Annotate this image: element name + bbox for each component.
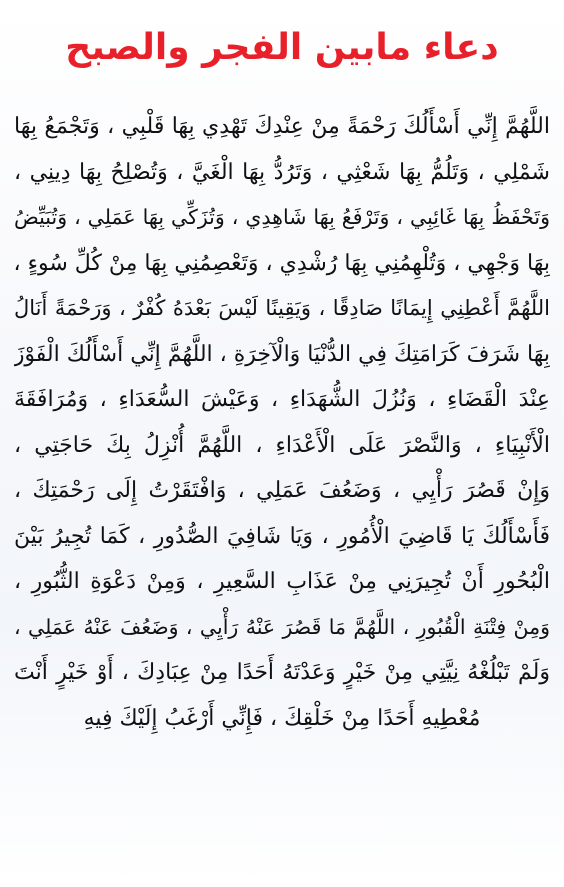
dua-line: بِهَا وَجْهِي ، وَتُلْهِمُنِي بِهَا رُشْدِي ، وَتَعْصِمُنِي بِهَا مِنْ كُلِّ سُوءٍ ، [14, 250, 550, 276]
page-title: دعاء مابين الفجر والصبح [65, 27, 499, 68]
dua-line: وَلَمْ تَبْلُغْهُ نِيَّتِي مِنْ خَيْرٍ وَعَدْتَهُ أَحَدًا مِنْ عِبَادِكَ ، أَوْ خَيْرٍ أَنْتَ [14, 660, 550, 685]
dua-line: شَمْلِي ، وَتَلُمُّ بِهَا شَعْثِي ، وَتَرُدُّ بِهَا الْغَيَّ ، وَتُصْلِحُ بِهَا دِينِي ، [14, 159, 550, 185]
dua-line: اللَّهُمَّ إِنِّي أَسْأَلُكَ رَحْمَةً مِنْ عِنْدِكَ تَهْدِي بِهَا قَلْبِي ، وَتَجْمَعُ بِهَا [14, 114, 550, 139]
dua-line: عِنْدَ الْقَضَاءِ ، وَنُزُلَ الشُّهَدَاءِ ، وَعَيْشَ السُّعَدَاءِ ، وَمُرَافَقَةَ [14, 387, 550, 412]
dua-line: فَأَسْأَلُكَ يَا قَاضِيَ الْأُمُورِ ، وَيَا شَافِيَ الصُّدُورِ ، كَمَا تُجِيرُ بَيْنَ [14, 523, 550, 549]
dua-line: اللَّهُمَّ أَعْطِنِي إِيمَانًا صَادِقًا ، وَيَقِينًا لَيْسَ بَعْدَهُ كُفْرٌ ، وَرَحْمَةً أَنَالُ [14, 296, 550, 320]
dua-line: الْأَنْبِيَاءِ ، وَالنَّصْرَ عَلَى الْأَعْدَاءِ ، اللَّهُمَّ أُنْزِلُ بِكَ حَاجَتِي ، [14, 432, 550, 458]
dua-line: مُعْطِيهِ أَحَدًا مِنْ خَلْقِكَ ، فَإِنِّي أَرْغَبُ إِلَيْكَ فِيهِ [83, 705, 481, 731]
dua-line: وَإِنْ قَصُرَ رَأْيِي ، وَضَعُفَ عَمَلِي ، وَافْتَقَرْتُ إِلَى رَحْمَتِكَ ، [14, 478, 550, 503]
dua-text [14, 104, 550, 741]
dua-line: الْبُحُورِ أَنْ تُجِيرَنِي مِنْ عَذَابِ السَّعِيرِ ، وَمِنْ دَعْوَةِ الثُّبُورِ ، [14, 569, 550, 594]
dua-line: وَمِنْ فِتْنَةِ الْقُبُورِ ، اللَّهُمَّ مَا قَصُرَ عَنْهُ رَأْيِي ، وَضَعُفَ عَنْهُ عَمَلِي ، [14, 614, 550, 639]
dua-line: وَتَحْفَظُ بِهَا غَائِبِي ، وَتَرْفَعُ بِهَا شَاهِدِي ، وَتُزَكِّي بِهَا عَمَلِي ، وَتُبَيِّضُ [14, 205, 550, 229]
dua-line: بِهَا شَرَفَ كَرَامَتِكَ فِي الدُّنْيَا وَالْآخِرَةِ ، اللَّهُمَّ إِنِّي أَسْأَلُكَ الْفَوْزَ [14, 341, 550, 367]
